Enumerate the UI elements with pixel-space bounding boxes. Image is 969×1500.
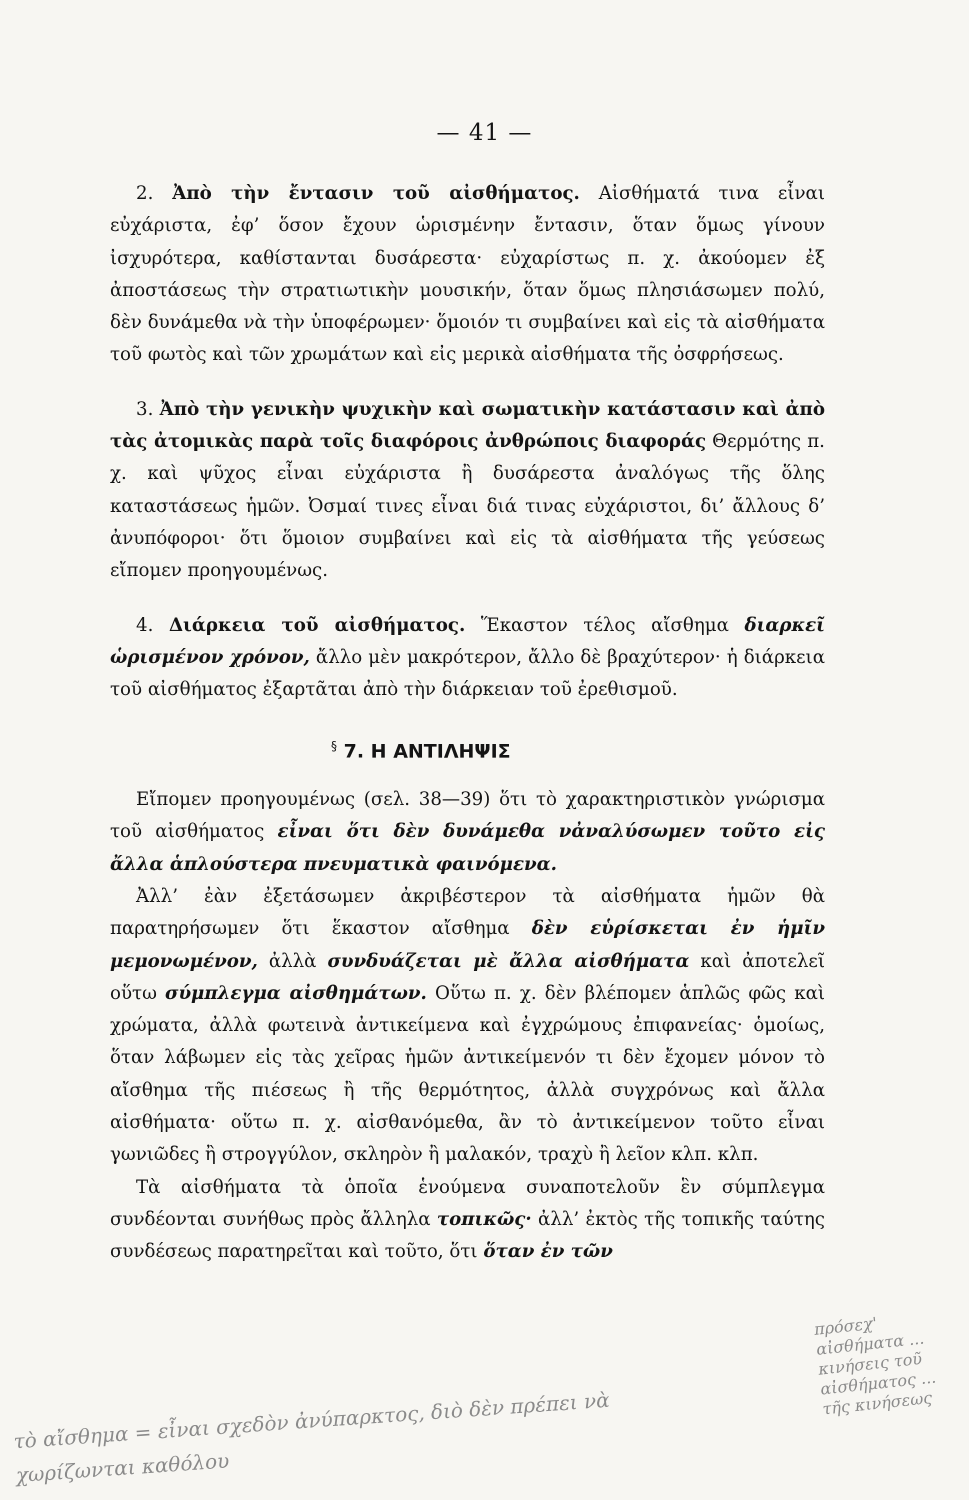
item-title: Ἀπὸ τὴν γενικὴν ψυχικὴν καὶ σωματικὴν κατάστασιν καὶ ἀπὸ τὰς ἀτομικὰς παρὰ τοῖς διαφόροις ἀνθρώποις διαφοράς	[110, 398, 825, 453]
paragraph-text: ἀλλὰ	[268, 950, 317, 972]
emphasis-text: εἶναι ὅτι δὲν δυνάμεθα νἀναλύσωμεν τοῦτο εἰς ἄλλα ἁπλούστερα πνευματικὰ φαινόμενα.	[110, 821, 825, 875]
emphasis-text: διαρκεῖ ὡρισμένον χρόνον,	[110, 614, 825, 668]
item-number: 2.	[136, 183, 154, 204]
paragraph-general-state	[110, 394, 825, 588]
section-heading	[110, 730, 825, 768]
paragraph-text: Τὰ αἰσθήματα τὰ ὁποῖα ἑνούμενα συναποτελοῦν ἓν σύμπλεγμα συνδέονται συνήθως πρὸς ἄλληλα	[110, 1176, 825, 1230]
page-number: — 41 —	[436, 120, 533, 146]
paragraph-intensity	[110, 178, 825, 372]
paragraph-text: Οὕτω π. χ. δὲν βλέπομεν ἁπλῶς φῶς καὶ χρώματα, ἀλλὰ φωτεινὰ ἀντικείμενα καὶ ἐγχρώμους ἐπιφανείας· ὁμοίως, ὅταν λάβωμεν εἰς τὰς χεῖρας ἡμῶν ἀντικείμενόν τι δὲν ἔχομεν μόνον τὸ αἴσθημα τῆς πιέσεως ἢ τῆς θερμότητος, ἀλλὰ συγχρόνως καὶ ἄλλα αἰσθήματα· οὕτω π. χ. αἰσθανόμεθα, ἂν τὸ ἀντικείμενον τοῦτο εἶναι γωνιῶδες ἢ στρογγύλον, σκληρὸν ἢ μαλακόν, τραχὺ ἢ λεῖον κλπ. κλπ.	[110, 982, 825, 1166]
paragraph-text: Ἀλλ’ ἐὰν ἐξετάσωμεν ἀκριβέστερον τὰ αἰσθήματα ἡμῶν θὰ παρατηρήσωμεν ὅτι ἕκαστον αἴσθημα	[110, 885, 825, 940]
section-title: 7. Η ΑΝΤΙΛΗΨΙΣ	[343, 740, 511, 763]
handwritten-bottom-note: τὸ αἴσθημα = εἶναι σχεδὸν ἀνύπαρκτος, διὸ δὲν πρέπει νὰ χωρίζωνται καθόλου	[12, 1387, 611, 1488]
paragraph-text: ἄλλο μὲν μακρότερον, ἄλλο δὲ βραχύτερον· ἡ διάρκεια τοῦ αἰσθήματος ἐξαρτᾶται ἀπὸ τὴν διάρκειαν τοῦ ἐρεθισμοῦ.	[110, 646, 825, 701]
paragraph-text: Ἕκαστον τέλος αἴσθημα	[480, 614, 729, 636]
section-mark: §	[331, 739, 337, 754]
paragraph-text: Θερμότης π. χ. καὶ ψῦχος εἶναι εὐχάριστα ἢ δυσάρεστα ἀναλόγως τῆς ὅλης καταστάσεως ἡμῶν. Ὀσμαί τινες εἶναι διά τινας εὐχάριστοι, δι’ ἄλλους δ’ ἀνυπόφοροι· ὅτι ὅμοιον συμβαίνει καὶ εἰς τὰ αἰσθήματα τῆς γεύσεως εἴπομεν προηγουμένως.	[110, 431, 825, 582]
emphasis-text: σύμπλεγμα αἰσθημάτων.	[165, 982, 427, 1004]
item-title: Ἀπὸ τὴν ἔντασιν τοῦ αἰσθήματος.	[172, 183, 580, 204]
emphasis-text: ὅταν ἐν τῶν	[483, 1241, 613, 1263]
item-title: Διάρκεια τοῦ αἰσθήματος.	[168, 614, 466, 636]
paragraph-complex	[110, 881, 825, 1172]
paragraph-text: ἀλλ’ ἐκτὸς τῆς τοπικῆς ταύτης συνδέσεως παρατηρεῖται καὶ τοῦτο, ὅτι	[110, 1208, 825, 1263]
paragraph-text: καὶ ἀποτελεῖ οὕτω	[110, 950, 825, 1004]
handwritten-margin-note: πρόσεχ' αἰσθήματα ... κινήσεις τοῦ αἰσθήματος ... τῆς κινήσεως	[813, 1313, 938, 1419]
body-text	[110, 178, 825, 1269]
paragraph-text: Εἴπομεν προηγουμένως (σελ. 38—39) ὅτι τὸ χαρακτηριστικὸν γνώρισμα τοῦ αἰσθήματος	[110, 789, 825, 843]
paragraph-text: Αἰσθήματά τινα εἶναι εὐχάριστα, ἐφ’ ὅσον ἔχουν ὡρισμένην ἔντασιν, ὅταν ὅμως γίνουν ἰσχυρότερα, καθίστανται δυσάρεστα· εὐχαρίστως π. χ. ἀκούομεν ἐξ ἀποστάσεως τὴν στρατιωτικὴν μουσικήν, ὅταν ὅμως πλησιάσωμεν πολύ, δὲν δυνάμεθα νὰ τὴν ὑποφέρωμεν· ὅμοιόν τι συμβαίνει καὶ εἰς τὰ αἰσθήματα τοῦ φωτὸς καὶ τῶν χρωμάτων καὶ εἰς μερικὰ αἰσθήματα τῆς ὀσφρήσεως.	[110, 183, 825, 366]
emphasis-text: συνδυάζεται μὲ ἄλλα αἰσθήματα	[327, 950, 690, 972]
paragraph-characteristic	[110, 784, 825, 881]
emphasis-text: δὲν εὑρίσκεται ἐν ἡμῖν μεμονωμένον,	[110, 918, 825, 972]
emphasis-text: τοπικῶς·	[436, 1208, 532, 1230]
item-number: 4.	[136, 614, 154, 636]
paragraph-spatial	[110, 1172, 825, 1269]
item-number: 3.	[136, 398, 154, 420]
paragraph-duration	[110, 610, 825, 707]
